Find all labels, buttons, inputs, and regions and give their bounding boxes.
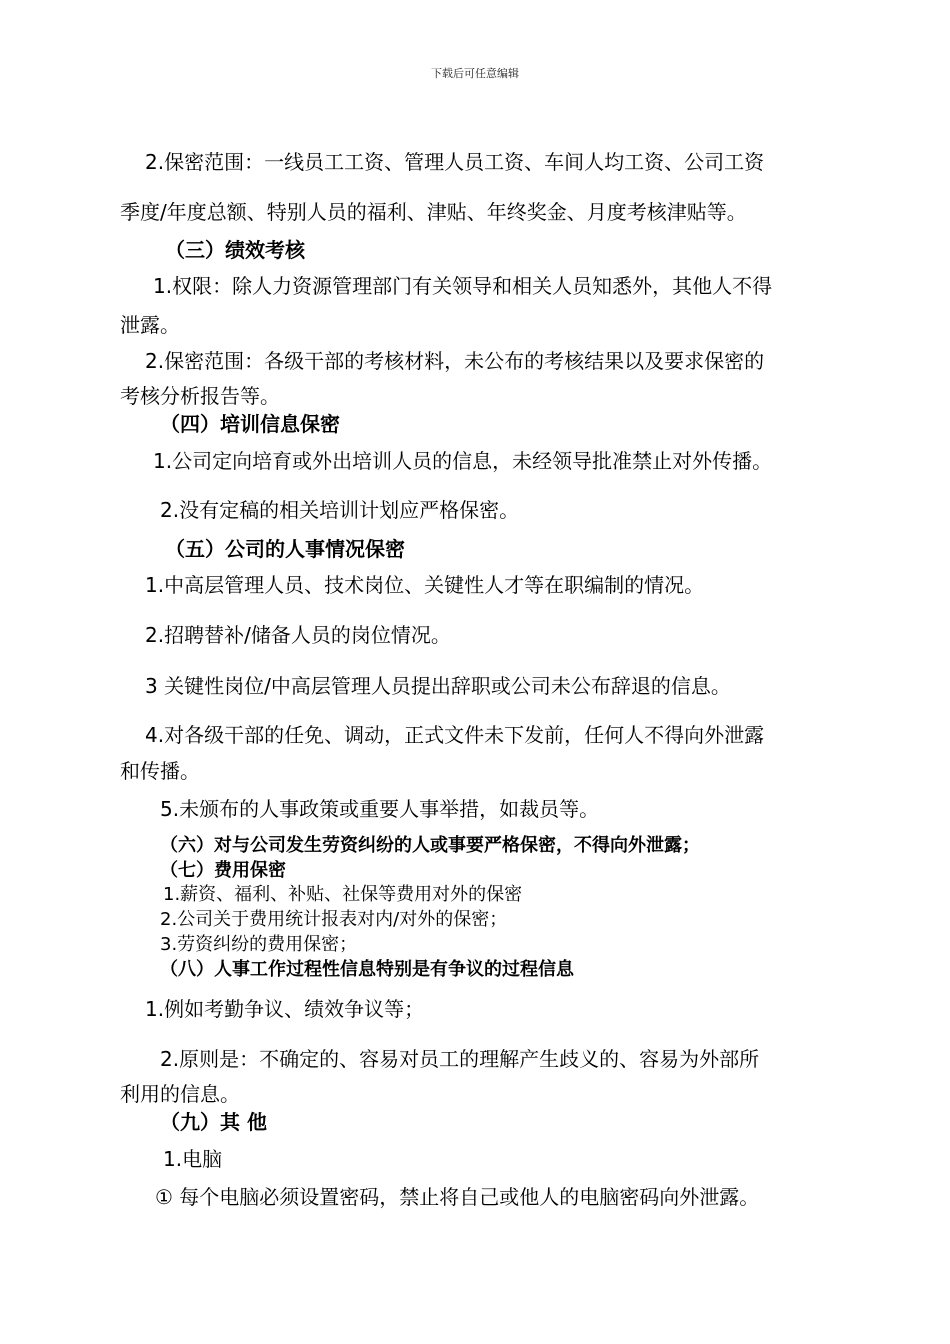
section-heading: （三）绩效考核 [165, 238, 305, 262]
paragraph-line: 和传播。 [120, 759, 200, 783]
paragraph-line: 2.保密范围：一线员工工资、管理人员工资、车间人均工资、公司工资 [145, 150, 765, 174]
paragraph-line: 1.权限：除人力资源管理部门有关领导和相关人员知悉外，其他人不得 [153, 274, 773, 298]
paragraph-line: 2.没有定稿的相关培训计划应严格保密。 [160, 498, 520, 522]
section-heading: （四）培训信息保密 [160, 412, 340, 436]
paragraph-line: 4.对各级干部的任免、调动，正式文件未下发前，任何人不得向外泄露 [145, 723, 765, 747]
paragraph-line: 1.薪资、福利、补贴、社保等费用对外的保密 [163, 884, 523, 905]
paragraph-line: 3.劳资纠纷的费用保密； [160, 934, 358, 955]
paragraph-line: 泄露。 [120, 313, 180, 337]
paragraph-line: 季度/年度总额、特别人员的福利、津贴、年终奖金、月度考核津贴等。 [120, 200, 747, 224]
paragraph-line: 1.中高层管理人员、技术岗位、关键性人才等在职编制的情况。 [145, 573, 705, 597]
paragraph-line: 考核分析报告等。 [120, 384, 280, 408]
section-heading: （六）对与公司发生劳资纠纷的人或事要严格保密，不得向外泄露； [160, 835, 700, 856]
paragraph-line: 1.公司定向培育或外出培训人员的信息，未经领导批准禁止对外传播。 [153, 449, 773, 473]
section-heading: （七）费用保密 [160, 860, 286, 881]
paragraph-line: 5.未颁布的人事政策或重要人事举措，如裁员等。 [160, 797, 600, 821]
paragraph-line: 1.例如考勤争议、绩效争议等； [145, 997, 425, 1021]
paragraph-line: ① 每个电脑必须设置密码，禁止将自己或他人的电脑密码向外泄露。 [155, 1185, 760, 1209]
section-heading: （八）人事工作过程性信息特别是有争议的过程信息 [160, 959, 574, 980]
section-heading: （五）公司的人事情况保密 [165, 537, 405, 561]
paragraph-line: 2.招聘替补/储备人员的岗位情况。 [145, 623, 451, 647]
page-header: 下载后可任意编辑 [431, 67, 519, 80]
paragraph-line: 2.公司关于费用统计报表对内/对外的保密； [160, 909, 508, 930]
paragraph-line: 3 关键性岗位/中高层管理人员提出辞职或公司未公布辞退的信息。 [145, 674, 731, 698]
section-heading: （九）其 他 [160, 1110, 267, 1134]
paragraph-line: 1.电脑 [163, 1147, 223, 1171]
paragraph-line: 2.原则是：不确定的、容易对员工的理解产生歧义的、容易为外部所 [160, 1047, 760, 1071]
paragraph-line: 2.保密范围：各级干部的考核材料，未公布的考核结果以及要求保密的 [145, 349, 765, 373]
paragraph-line: 利用的信息。 [120, 1082, 240, 1106]
